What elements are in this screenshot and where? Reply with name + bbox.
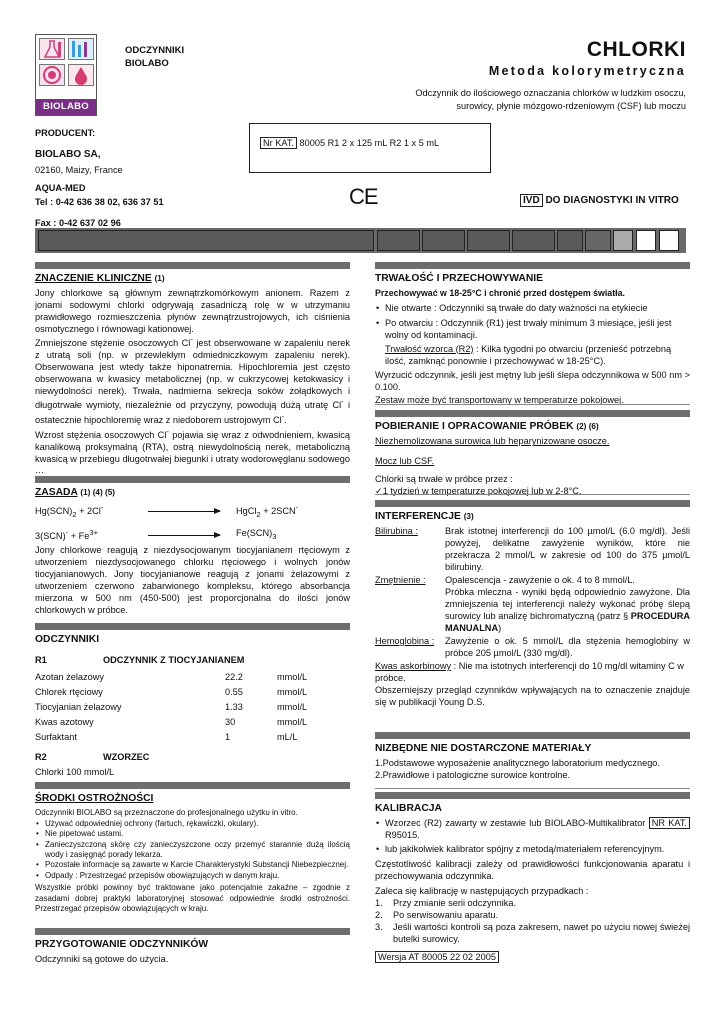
kal-step-text: Przy zmianie serii odczynnika. (393, 898, 517, 909)
r1-label: R1 (35, 655, 47, 666)
znaczenie-p2b: jest obserwowane w zapaleniu nerek z utratą soli (np. w przewlekłym odmiedniczkowym zapaleniu nerek). Obserwowana jest wtedy także hiponatremia. Hipochloremia jest często obserwowana w kwasicy metabolicznej (np. w cukrzycowej ketokwasicy i niewydolności nerek). Trwała, nadmierna sekrecja soków żołądkowych i długotrwałe wymioty, niezależnie od przyczyny, powodują dużą utratę Cl (35, 338, 350, 411)
section-kalibracja (375, 792, 690, 964)
srodki-list (35, 819, 350, 881)
pobieranie-l4: ✓1 tydzień w temperaturze pokojowej lub w 2-8°C. (375, 486, 582, 497)
section-interferencje (375, 500, 690, 709)
kalibracja-p1: Częstotliwość kalibracji zależy od prawidłowości funkcjonowania aparatu i przechowywania odczynnika. (375, 859, 690, 882)
product-description-line1: Odczynnik do ilościowego oznaczania chlorków w ludzkim osoczu, (415, 88, 686, 98)
znaczenie-p2c: i ostatecznie hipochloremię wraz z niedoborem ustrojowym Cl (35, 400, 350, 426)
interferencje-ref: (3) (463, 512, 474, 521)
reaction-2-fe: + Fe (70, 531, 90, 542)
znaczenie-p3a: Wzrost stężenia osoczowych Cl (35, 430, 167, 441)
reagent-value: 1 (225, 731, 231, 742)
reagent-unit: mmol/L (277, 686, 308, 697)
kalibracja-title: KALIBRACJA (375, 803, 442, 814)
logo-brand: BIOLABO (36, 99, 96, 115)
r2-text: Chlorki 100 mmol/L (35, 767, 115, 778)
interf-bilirubina (375, 526, 690, 574)
interf-kwas (375, 661, 690, 685)
zasada-ref: (1) (4) (5) (80, 488, 115, 497)
producer-fax: Fax : 0-42 637 02 96 (35, 217, 121, 228)
interf-value (445, 575, 690, 635)
r2-label: R2 (35, 752, 47, 763)
catalog-text: 80005 R1 2 x 125 mL R2 1 x 5 mL (299, 138, 440, 148)
reaction-2-right: $Fe(SCN)_3$ (236, 528, 277, 541)
niezbedne-item-2: 2.Prawidłowe i patologiczne surowice kontrolne. (375, 770, 571, 781)
znaczenie-p3b: pojawia się wraz z odwodnieniem, kwasicą kanalikową proksymalną (RTA), ostrą niewydolnością nerek, metaboliczną kwasicą w przebiegu długotrwałej biegunki i utraty wodorowęglanu sodowego … (35, 430, 350, 476)
product-description (356, 87, 686, 113)
sub: 3 (272, 531, 277, 541)
catalog-label: Nr KAT. (260, 137, 297, 149)
reagent-unit: mmol/L (277, 671, 308, 682)
reagent-row (35, 700, 337, 715)
interf-zmetnienie (375, 575, 690, 635)
znaczenie-p2: Zmniejszone stężenie osoczowych Cl- jest obserwowane w zapaleniu nerek z utratą soli (np. w przewlekłym odmiedniczkowym zapaleniu nerek). Obserwowana jest wtedy także hiponatremia. Hipochloremia jest często obserwowana w kwasicy metabolicznej (np. w cukrzycowej ketokwasicy i niewydolności nerek). Trwała, nadmierna sekrecja soków żołądkowych i długotrwałe wymioty, niezależnie od przyczyny, powodują dużą utratę Cl- i ostatecznie hipochloremię wraz z niedoborem ustrojowym Cl-. (35, 335, 350, 426)
kalibracja-item-1 (375, 818, 690, 842)
sup-minus: - (295, 503, 299, 512)
sub: 2 (256, 509, 261, 519)
pobieranie-heading (375, 420, 690, 433)
interf-value: Zawyżenie o ok. 5 mmol/L dla stężenia hemoglobiny w próbce 205 µmol/L (330 mg/dl). (445, 635, 690, 658)
reagent-value: 1.33 (225, 701, 243, 712)
kal-step (375, 898, 690, 910)
bar-cell (512, 230, 555, 251)
ivd-label: IVD (520, 194, 543, 207)
bar-cell (422, 230, 465, 251)
interf-zm-4: ) (498, 623, 502, 633)
znaczenie-p1: Jony chlorkowe są głównym zewnątrzkomórkowym anionem. Razem z jonami sodowymi chlorki odgrywają zasadniczą rolę w w utrzymaniu prawidłowego rozmieszczenia płynów zewnątrzustrojowych, ich ciśnienia osmotycznego i równowagi kationowej. (35, 288, 350, 334)
target-icon (39, 64, 65, 86)
trwalosc-item-3 (375, 344, 690, 368)
trwalosc-i3-label: Trwałość wzorca (R2) (385, 343, 474, 354)
r2-name: WZORZEC (103, 752, 150, 763)
producer-company: BIOLABO SA, (35, 148, 101, 160)
zasada-heading (35, 486, 350, 499)
section-niezbedne (375, 732, 690, 782)
zasada-text: Jony chlorkowe reagują z niezdysocjowanym tiocyjanianem rtęciowym z utworzeniem niezdysocjowanego chlorku rtęciowego i wolnych jonów tiocyjanianowych. Jony tiocyjanianowe reagują z jonami żelazowymi z utworzeniem czerwono zabarwionego kompleksu, którego absorbancja mierzona w 500 nm (450-500) jest proporcjonalna do ilości jonów chlorkowych w próbce. (35, 545, 350, 615)
section-zasada (35, 476, 350, 502)
trwalosc-title: TRWAŁOŚĆ I PRZECHOWYWANIE (375, 273, 543, 284)
niezbedne-title: NIZBĘDNE NIE DOSTARCZONE MATERIAŁY (375, 743, 592, 754)
srodki-item: • Używać odpowiedniej ochrony (fartuch, rękawiczki, okulary). (35, 819, 350, 829)
section-przygotowanie (35, 928, 350, 966)
reagent-row (35, 685, 337, 700)
version-box: Wersja AT 80005 22 02 2005 (375, 951, 499, 963)
section-odczynniki (35, 623, 350, 779)
trwalosc-item-2: • Po otwarciu : Odczynnik (R1) jest trwały minimum 3 miesiące, jeśli jest wolny od kontaminacji. (375, 318, 690, 342)
reagent-value: 30 (225, 716, 236, 727)
kal-step-num: 3. (375, 922, 383, 932)
bar-cell (557, 230, 583, 251)
sup-minus: - (100, 503, 104, 512)
pobieranie-l2: Mocz lub CSF. (375, 456, 435, 467)
r1-name: ODCZYNNIK Z TIOCYJANIANEM (103, 655, 245, 666)
przygotowanie-text: Odczynniki są gotowe do użycia. (35, 954, 169, 965)
pobieranie-l3: Chlorki są trwałe w próbce przez : (375, 474, 513, 485)
reaction-2-left: $3(SCN)^- + Fe^{3+}$ (35, 528, 99, 542)
section-trwalosc (375, 262, 690, 407)
bar-cell (613, 230, 633, 251)
interf-key: Bilirubina : (375, 526, 418, 537)
producer-address: 02160, Maizy, France (35, 164, 123, 175)
pobieranie-l1: Niezhemolizowana surowica lub heparynizowane osocze. (375, 436, 610, 447)
bar-cell (636, 230, 656, 251)
trwalosc-item-1: • Nie otwarte : Odczynniki są trwałe do daty ważności na etykiecie (375, 303, 690, 315)
reaction-1-left: $Hg(SCN)_2 + 2Cl^-$ (35, 503, 104, 519)
interf-zm-2: Próbka mleczna - wyniki będą odpowiednio zawyżone. Dla zmniejszenia tej interferencji należy wykonać próbę ślepą surowicy lub analizę bichromatyczną (patrz § (445, 587, 690, 622)
trwalosc-i3-text: : Kilka tygodni po otwarciu (przenieść potrzebną ilość, zamknąć ponownie i przechowywać w 18-25°C). (385, 343, 672, 366)
ivd-text: DO DIAGNOSTYKI IN VITRO (545, 195, 679, 206)
trwalosc-p1: Wyrzucić odczynnik, jeśli jest mętny lub jeśli ślepa odczynnikowa w 500 nm > 0.100. (375, 369, 690, 392)
biolabo-logo (35, 34, 97, 116)
interf-hemoglobina (375, 636, 690, 660)
srodki-item: • Pozostałe informacje są zawarte w Karcie Charakterystyki Substancji Niebezpiecznej. (35, 860, 350, 870)
producer-aqua: AQUA-MED (35, 182, 86, 193)
sup-3plus: 3+ (89, 528, 99, 537)
reaction-arrow (148, 511, 220, 512)
reaction-arrow (148, 535, 220, 536)
ce-mark: CE (349, 184, 378, 209)
interf-key: Kwas askorbinowy (375, 660, 452, 671)
reagent-name: Tiocyjanian żelazowy (35, 701, 122, 712)
trwalosc-list (375, 303, 690, 342)
reagent-brand-line2: BIOLABO (125, 57, 169, 69)
kal-step-text: Po serwisowaniu aparatu. (393, 910, 499, 921)
r1-header (35, 655, 350, 667)
producer-label: PRODUCENT: (35, 128, 96, 138)
bar-cell (377, 230, 420, 251)
przygotowanie-title: PRZYGOTOWANIE ODCZYNNIKÓW (35, 939, 209, 950)
reagent-name: Kwas azotowy (35, 716, 94, 727)
interf-zm-3: PROCEDURA MANUALNA (445, 611, 690, 633)
reagent-brand-line1: ODCZYNNIKI (125, 45, 185, 56)
producer-tel: Tel : 0-42 636 38 02, 636 37 51 (35, 196, 164, 207)
trwalosc-bold: Przechowywać w 18-25°C i chronić przed dostępem światła. (375, 288, 625, 299)
sup-minus: - (65, 528, 69, 537)
interf-key: Hemoglobina : (375, 635, 435, 646)
section-znaczenie (35, 262, 350, 477)
kal-step-text: Jeśli wartości kontroli są poza zakresem, nawet po użyciu nowej świeżej butelki surowicy. (393, 922, 690, 944)
srodki-item: • Zanieczyszczoną skórę czy zanieczyszczone oczy przemyć starannie dużą ilością wody i zasięgnąć porady lekarza. (35, 840, 350, 861)
flask-icon (68, 38, 94, 60)
reagent-row (35, 670, 337, 685)
interf-zm-1: Opalescencja - zawyżenie o ok. 4 to 8 mmol/L. (445, 575, 635, 586)
kalibracja-p2: Zaleca się kalibrację w następujących przypadkach : (375, 886, 589, 897)
divider (375, 494, 690, 495)
bar-cell (467, 230, 510, 251)
kalibracja-item-2: • lub jakikolwiek kalibrator spójny z metodą/materiałem referencyjnym. (375, 844, 690, 856)
reagent-unit: mmol/L (277, 701, 308, 712)
bar-cell (585, 230, 611, 251)
sup-minus: - (341, 397, 344, 407)
sup-minus: - (190, 335, 193, 345)
srodki-note: Wszystkie próbki powinny być traktowane jako potencjalnie zakaźne – zgodnie z zasadami dobrej praktyki laboratoryjnej stosować odpowiednie środki ostrożności. Przestrzegać przepisów obowiązujących w kraju. (35, 883, 350, 913)
odczynniki-title: ODCZYNNIKI (35, 634, 100, 645)
reagent-value: 0.55 (225, 686, 243, 697)
reaction-1-right: HgCl$_2$ + 2SCN- (236, 503, 299, 519)
reagent-unit: mmol/L (277, 716, 308, 727)
section-srodki (35, 782, 350, 914)
reagent-name: Chlorek rtęciowy (35, 686, 103, 697)
kal-step-num: 2. (375, 910, 383, 921)
znaczenie-title: ZNACZENIE KLINICZNE (35, 273, 152, 284)
reagent-table (35, 670, 337, 745)
zasada-title: ZASADA (35, 487, 78, 498)
flask-icon (39, 38, 65, 60)
reagent-value: 22.2 (225, 671, 243, 682)
trwalosc-p2: Zestaw może być transportowany w temperaturze pokojowej. (375, 395, 624, 406)
srodki-item: • Odpady : Przestrzegać przepisów obowiązujących w danym kraju. (35, 871, 350, 881)
reagent-unit: mL/L (277, 731, 298, 742)
r2-header (35, 752, 350, 764)
catalog-box (249, 123, 491, 173)
znaczenie-heading (35, 272, 350, 285)
divider (375, 404, 690, 405)
bar-cell (659, 230, 679, 251)
reagent-row (35, 730, 337, 745)
reagent-row (35, 715, 337, 730)
reagent-brand (125, 45, 184, 71)
section-pobieranie (375, 410, 690, 498)
srodki-title: ŚRODKI OSTROŻNOŚCI (35, 793, 154, 804)
interferencje-p: Obszerniejszy przegląd czynników wpływających na to oznaczenie znajduje się w publikacji Young D.S. (375, 684, 690, 707)
reagent-name: Surfaktant (35, 731, 77, 742)
niezbedne-item-1: 1.Podstawowe wyposażenie analitycznego laboratorium medycznego. (375, 758, 660, 769)
page-subtitle: Metoda kolorymetryczna (488, 64, 686, 78)
kal-i1a: Wzorzec (R2) zawarty w zestawie lub BIOLABO-Multikalibrator (385, 818, 646, 829)
color-bar (35, 228, 686, 253)
drop-icon (68, 64, 94, 86)
znaczenie-ref: (1) (154, 274, 165, 283)
bar-cell (38, 230, 374, 251)
srodki-intro: Odczynniki BIOLABO są przeznaczone do profesjonalnego użytku in vitro. (35, 808, 298, 818)
kalibracja-list (375, 818, 690, 856)
pobieranie-title: POBIERANIE I OPRACOWANIE PRÓBEK (375, 421, 574, 432)
interf-key: Zmętnienie : (375, 575, 426, 586)
kal-i1b: NR KAT. (649, 817, 690, 829)
product-description-line2: surowicy, płynie mózgowo-rdzeniowym (CSF) lub moczu (456, 100, 686, 111)
znaczenie-p3 (35, 427, 350, 477)
znaczenie-p2a: Zmniejszone stężenie osoczowych Cl (35, 338, 191, 349)
divider (375, 788, 690, 789)
interf-value: : Nie ma istotnych interferencji do 10 mg/dl witaminy C w próbce. (375, 660, 684, 683)
producer-block (35, 128, 235, 230)
interferencje-heading (375, 510, 690, 523)
kal-step-num: 1. (375, 898, 383, 909)
sup-minus: - (281, 412, 285, 422)
srodki-body (35, 808, 350, 914)
page-title: CHLORKI (586, 38, 686, 61)
ivd-mark (520, 194, 679, 207)
sub: 2 (72, 509, 77, 519)
reagent-name: Azotan żelazowy (35, 671, 104, 682)
pobieranie-ref: (2) (6) (576, 422, 599, 431)
sup-minus: - (166, 426, 169, 436)
kal-step (375, 910, 690, 922)
kal-i1c: R95015. (385, 830, 420, 841)
kal-step (375, 922, 690, 946)
interf-value: Brak istotnej interferencji do 100 µmol/L (6.0 mg/dl). Jeśli powyżej, delikatne zawyżenie wyników, które nie przekracza 2 mmol/L w zakresie od 100 do 375 µmol/L bilirubiny. (445, 526, 690, 573)
interferencje-title: INTERFERENCJE (375, 511, 461, 522)
srodki-item: • Nie pipetować ustami. (35, 829, 350, 839)
